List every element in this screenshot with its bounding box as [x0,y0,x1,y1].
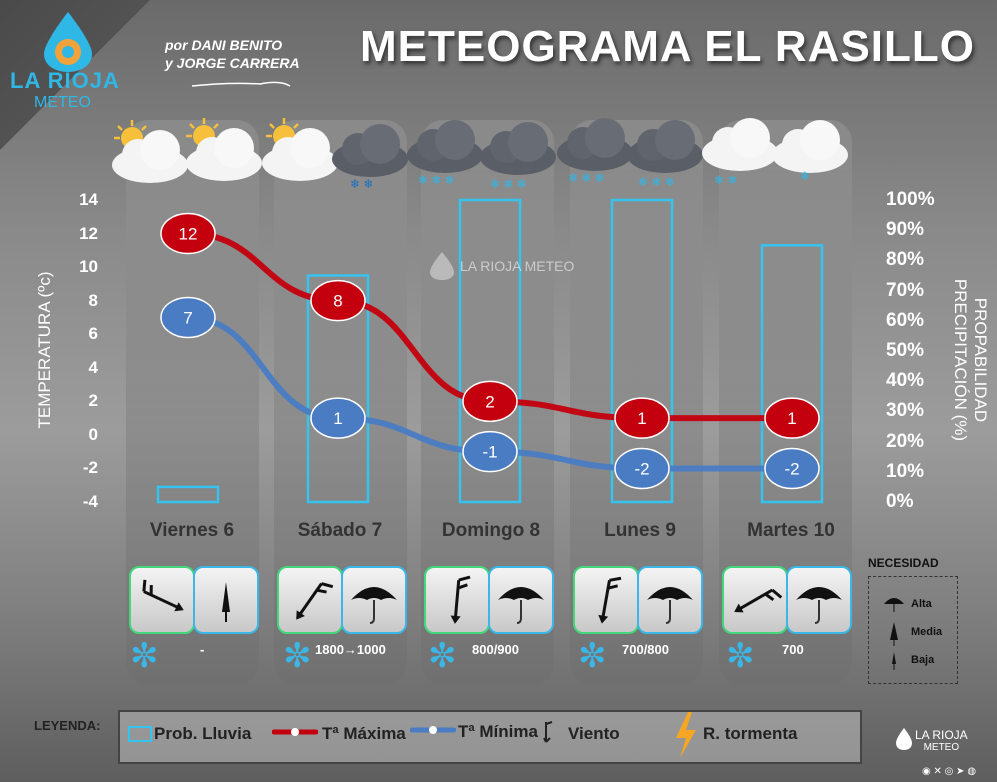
umbrella-closed-icon-1 [195,568,257,632]
need-medium: Media [911,626,943,638]
max-temp-label-1: 12 [178,224,198,244]
svg-text:❄ ❄ ❄: ❄ ❄ ❄ [418,173,455,187]
day-name-5: Martes 10 [747,520,835,541]
legend-prob: Prob. Lluvia [154,724,252,743]
svg-text:❄ ❄ ❄: ❄ ❄ ❄ [490,177,527,191]
umbrella-box-5 [786,566,852,634]
snow-gear-icon-4: ✼ [578,637,607,675]
umbrella-open-icon-4 [639,568,701,632]
snow-gear-icon-2: ✼ [283,637,312,675]
svg-text:❄ ❄: ❄ ❄ [714,173,738,187]
svg-text:❄ ❄: ❄ ❄ [350,177,374,191]
y-tick-left-4: 8 [88,290,98,310]
svg-text:❄: ❄ [800,169,811,183]
max-temp-label-3: 2 [485,392,495,412]
legend-storm-icon [672,710,700,760]
y-tick-left-7: 2 [88,391,98,411]
brand-br-name: LA RIOJA [915,728,968,742]
snow-level-1: - [200,642,205,657]
y-tick-right-5: 60% [886,309,925,331]
legend-wind: Viento [568,724,620,743]
need-low: Baja [911,654,935,666]
umbrella-box-4 [637,566,703,634]
umbrella-open-icon-3 [490,568,552,632]
y-tick-right-2: 90% [886,219,925,241]
y-tick-left-5: 6 [88,324,98,344]
legend-label: LEYENDA: [34,718,101,733]
legend-max: Tª Máxima [322,724,406,743]
brand-br-drop-icon [894,726,914,752]
wind-box-3 [424,566,490,634]
y-tick-left-9: -2 [82,458,98,478]
y-tick-right-9: 20% [886,430,925,452]
y-tick-right-10: 10% [886,460,925,482]
umbrella-open-icon-2 [343,568,405,632]
y-tick-left-6: 4 [88,357,98,377]
day-name-1: Viernes 6 [149,520,235,541]
legend-min: Tª Mínima [458,722,538,741]
snow-level-5: 700 [782,642,804,657]
y-axis-title-right: PROPABILIDAD PRECIPITACIÓN (%) [951,278,990,442]
y-tick-left-2: 12 [79,223,98,243]
umbrella-box-2 [341,566,407,634]
umbrella-box-1 [193,566,259,634]
snow-gear-icon-5: ✼ [726,637,755,675]
y-tick-right-3: 80% [886,249,925,271]
watermark: LA RIOJA METEO [460,258,575,274]
legend-prob-swatch [128,726,152,742]
prob-bar-1 [158,487,218,502]
wind-arrow-icon-3 [426,568,488,632]
wind-box-5 [722,566,788,634]
y-tick-right-8: 30% [886,400,925,422]
page-title: METEOGRAMA EL RASILLO [360,22,975,71]
y-tick-right-11: 0% [886,491,914,512]
legend-wind-icon [542,720,556,748]
need-umbrella-icons [882,592,906,672]
legend-max-swatch [272,724,318,740]
min-temp-label-4: -2 [634,459,650,479]
snow-level-3: 800/900 [472,642,519,657]
snow-level-4: 700/800 [622,642,669,657]
svg-text:❄ ❄ ❄: ❄ ❄ ❄ [568,171,605,185]
brand-br-sub: METEO [923,742,960,753]
social-icons: ◉ ✕ ◎ ➤ ◍ [922,766,977,777]
wind-arrow-icon-2 [279,568,341,632]
brand-sub: METEO [34,94,91,111]
wind-arrow-icon-5 [724,568,786,632]
max-temp-label-4: 1 [637,409,647,429]
umbrella-box-3 [488,566,554,634]
wind-arrow-icon-4 [575,568,637,632]
y-tick-right-7: 40% [886,370,925,392]
authors-line2: y JORGE CARRERA [165,55,300,71]
y-tick-left-10: -4 [82,492,98,511]
legend-storm: R. tormenta [703,724,798,743]
wind-box-2 [277,566,343,634]
min-temp-label-3: -1 [482,442,498,462]
y-tick-left-1: 14 [79,190,98,209]
legend-min-swatch [410,722,456,738]
min-temp-label-5: -2 [784,459,800,479]
wind-box-4 [573,566,639,634]
snow-gear-icon-1: ✼ [130,637,159,675]
y-tick-right-4: 70% [886,279,925,301]
wind-arrow-icon-1 [131,568,193,632]
day-name-4: Lunes 9 [604,520,676,541]
umbrella-open-icon-5 [788,568,850,632]
svg-text:❄ ❄ ❄: ❄ ❄ ❄ [638,175,675,189]
y-axis-title-left: TEMPERATURA (ºc) [35,271,54,429]
need-title: NECESIDAD [868,556,939,570]
watermark-drop-icon [428,250,456,282]
day-name-3: Domingo 8 [441,520,541,541]
min-temp-label-1: 7 [183,308,193,328]
authors-line1: por DANI BENITO [165,37,283,53]
max-temp-label-5: 1 [787,409,797,429]
wind-box-1 [129,566,195,634]
day-name-2: Sábado 7 [297,520,383,541]
y-tick-left-8: 0 [88,424,98,444]
y-tick-right-1: 100% [886,189,935,210]
min-temp-label-2: 1 [333,409,343,429]
y-tick-right-6: 50% [886,340,925,361]
brand-br [915,728,968,753]
need-high: Alta [911,598,932,610]
snow-level-2: 1800→1000 [315,642,386,657]
max-temp-label-2: 8 [333,291,343,311]
brand-name: LA RIOJA [10,68,120,93]
snow-gear-icon-3: ✼ [428,637,457,675]
y-tick-left-3: 10 [79,257,98,277]
